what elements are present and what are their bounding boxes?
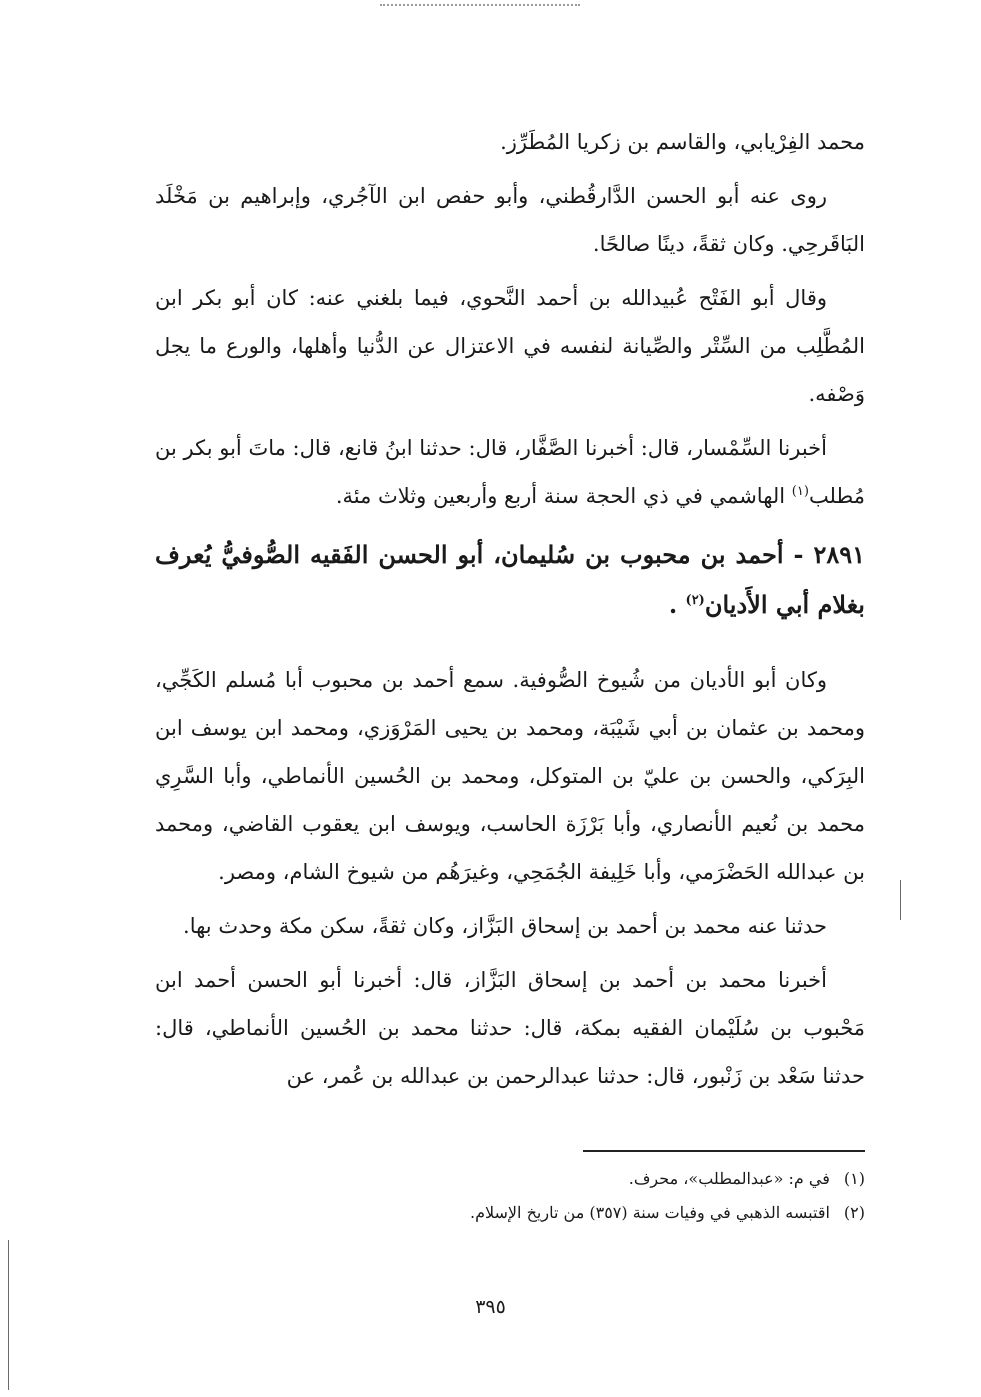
footnote-1 xyxy=(155,1162,865,1196)
paragraph-6: حدثنا عنه محمد بن أحمد بن إسحاق البَزَّاز، وكان ثقةً، سكن مكة وحدث بها. xyxy=(183,914,827,938)
footnotes xyxy=(155,1162,865,1230)
paragraph-3: وقال أبو الفَتْح عُبيدالله بن أحمد النَّحوي، فيما بلغني عنه: كان أبو بكر ابن المُطَّلِب من السِّتْر والصِّيانة لنفسه في الاعتزال عن الدُّنيا وأهلها، والورع ما يجل وَصْفه. xyxy=(155,286,865,406)
paragraph-4 xyxy=(155,424,865,520)
footnote-2 xyxy=(155,1196,865,1230)
main-text xyxy=(155,118,865,1106)
footnote-1-number: (١) xyxy=(843,1169,865,1188)
entry-heading xyxy=(155,530,865,630)
top-scan-artifact xyxy=(380,4,580,6)
paragraph-4-before: أخبرنا السِّمْسار، قال: أخبرنا الصَّفَّار، قال: حدثنا ابنُ قانع، قال: ماتَ أبو بكر بن مُطلب xyxy=(155,436,865,508)
footnote-2-number: (٢) xyxy=(843,1203,865,1222)
paragraph-4-after: الهاشمي في ذي الحجة سنة أربع وأربعين وثلاث مئة. xyxy=(335,484,792,508)
entry-heading-text: ٢٨٩١ - أحمد بن محبوب بن سُليمان، أبو الحسن الفَقيه الصُّوفيُّ يُعرف بغلام أبي الأَديان xyxy=(155,540,865,619)
footnote-separator xyxy=(583,1150,865,1152)
margin-scan-mark-right xyxy=(900,880,901,920)
paragraph-7: أخبرنا محمد بن أحمد بن إسحاق البَزَّاز، قال: أخبرنا أبو الحسن أحمد ابن مَحْبوب بن سُلَيْمان الفقيه بمكة، قال: حدثنا محمد بن الحُسين الأنماطي، قال: حدثنا سَعْد بن زَنْبور، قال: حدثنا عبدالرحمن بن عبدالله بن عُمر، عن xyxy=(155,968,865,1088)
footnote-2-text: اقتبسه الذهبي في وفيات سنة (٣٥٧) من تاريخ الإسلام. xyxy=(469,1203,830,1222)
entry-heading-end: . xyxy=(668,590,686,619)
paragraph-5: وكان أبو الأديان من شُيوخ الصُّوفية. سمع أحمد بن محبوب أبا مُسلم الكَجِّي، ومحمد بن عثمان بن أبي شَيْبَة، ومحمد بن يحيى المَرْوَزي، ومحمد ابن يوسف ابن البِرَكي، والحسن بن عليّ بن المتوكل، ومحمد بن الحُسين الأنماطي، وأبا السَّرِي محمد بن نُعيم الأنصاري، وأبا بَرْزَة الحاسب، ويوسف ابن يعقوب القاضي، ومحمد بن عبدالله الحَضْرَمي، وأبا خَلِيفة الجُمَحِي، وغيرَهُم من شيوخ الشام، ومصر. xyxy=(155,668,865,884)
footnote-ref-1: (١) xyxy=(791,484,809,499)
margin-scan-mark-left xyxy=(8,1240,9,1390)
paragraph-1: محمد الفِرْيابي، والقاسم بن زكريا المُطَرِّز. xyxy=(500,130,865,154)
paragraph-2: روى عنه أبو الحسن الدَّارقُطني، وأبو حفص ابن الآجُري، وإبراهيم بن مَخْلَد البَاقَرحِي. وكان ثقةً، دينًا صالحًا. xyxy=(155,184,865,256)
footnote-ref-2: (٢) xyxy=(685,593,705,608)
footnote-1-text: في م: «عبدالمطلب»، محرف. xyxy=(628,1169,830,1188)
page-number: ٣٩٥ xyxy=(475,1296,506,1318)
